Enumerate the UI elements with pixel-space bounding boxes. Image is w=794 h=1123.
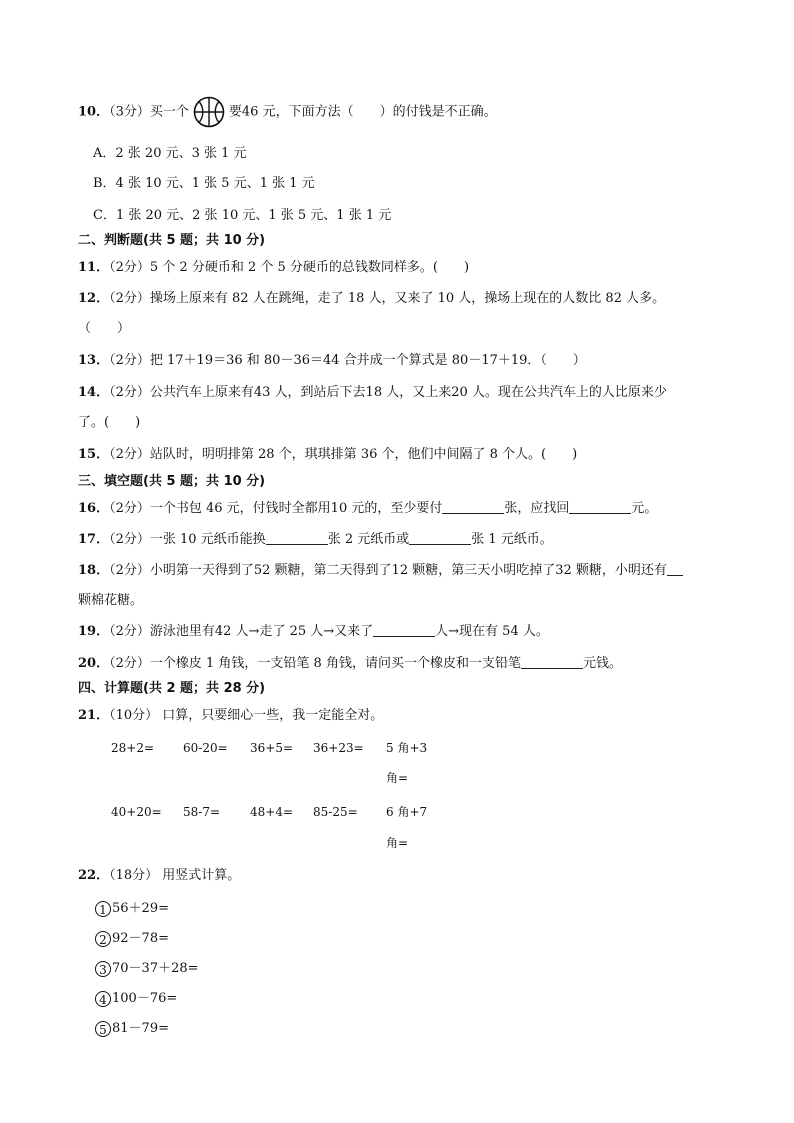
vertical-calc-item <box>95 990 177 1008</box>
question-20 <box>78 654 622 673</box>
oral-calc-item: 60-20= <box>183 741 228 755</box>
question-score: （2分） <box>109 260 150 275</box>
oral-calc-item: 28+2= <box>111 741 155 755</box>
question-13 <box>78 352 586 370</box>
question-14 <box>78 384 667 402</box>
question-score: （2分） <box>109 532 150 547</box>
question-17 <box>78 530 553 549</box>
question-text: 张，应找回 <box>504 501 570 516</box>
vertical-calc-item <box>95 1020 169 1038</box>
answer-blank[interactable] <box>521 654 583 669</box>
oral-calc-item: 48+4= <box>250 805 294 819</box>
oral-calc-item: 36+23= <box>313 741 364 755</box>
section-heading: 三、填空题(共 5 题；共 10 分) <box>78 474 266 489</box>
option-a: A．2 张 20 元、3 张 1 元 <box>93 146 247 161</box>
question-score: （2分） <box>109 291 150 306</box>
question-text: 要46 元，下面方法（ ）的付钱是不正确。 <box>228 104 497 120</box>
question-number: 13． <box>78 353 110 368</box>
answer-blank[interactable] <box>667 561 683 576</box>
question-text: 公共汽车上原来有43 人，到站后下去18 人，又上来20 人。现在公共汽车上的人比原来少 <box>149 385 667 400</box>
question-text: 一个书包 46 元，付钱时全都用10 元的，至少要付 <box>149 501 443 516</box>
question-18 <box>78 561 683 580</box>
question-12 <box>78 290 665 308</box>
circled-number: 5 <box>95 1021 111 1037</box>
question-text: 张 2 元纸币或 <box>327 532 410 547</box>
vertical-calc-item <box>95 960 199 978</box>
question-score: （2分） <box>109 563 150 578</box>
question-number: 22． <box>78 868 110 883</box>
vertical-calc-item <box>95 930 169 948</box>
answer-blank[interactable] <box>569 499 631 514</box>
question-number: 17． <box>78 532 110 547</box>
question-text: 一张 10 元纸币能换 <box>149 532 266 547</box>
question-text: 买一个 <box>149 104 189 120</box>
question-number: 16． <box>78 501 110 516</box>
question-score: （2分） <box>109 447 150 462</box>
answer-blank[interactable] <box>266 530 328 545</box>
oral-calc-item: 36+5= <box>250 741 294 755</box>
question-score: （18分） <box>109 868 159 883</box>
calc-expression: 100－76= <box>112 991 178 1006</box>
question-score: （10分） <box>109 708 159 723</box>
oral-calc-item: 58-7= <box>183 805 221 819</box>
question-18-continued: 颗棉花糖。 <box>78 593 144 608</box>
circled-number: 4 <box>95 991 111 1007</box>
question-number: 18． <box>78 563 110 578</box>
vertical-calc-item <box>95 900 169 918</box>
oral-calc-item-continued: 角= <box>386 836 409 850</box>
question-score: （3分） <box>109 104 150 120</box>
section-heading: 二、判断题(共 5 题；共 10 分) <box>78 233 266 248</box>
oral-calc-item: 85-25= <box>313 805 358 819</box>
question-score: （2分） <box>109 385 150 400</box>
question-text: 用竖式计算。 <box>158 868 241 883</box>
calc-expression: 81－79= <box>112 1021 169 1036</box>
question-number: 12． <box>78 291 110 306</box>
circled-number: 2 <box>95 931 111 947</box>
option-c: C．1 张 20 元、2 张 10 元、1 张 5 元、1 张 1 元 <box>93 208 392 223</box>
question-text: 游泳池里有42 人→走了 25 人→又来了 <box>149 624 374 639</box>
question-score: （2分） <box>109 656 150 671</box>
question-number: 10． <box>78 104 110 120</box>
question-text: 张 1 元纸币。 <box>471 532 553 547</box>
question-score: （2分） <box>109 501 150 516</box>
question-text: 操场上原来有 82 人在跳绳，走了 18 人，又来了 10 人，操场上现在的人数比 82 人多。 <box>149 291 666 306</box>
answer-blank[interactable] <box>373 622 435 637</box>
question-21 <box>78 707 383 725</box>
section-heading: 四、计算题(共 2 题；共 28 分) <box>78 681 266 696</box>
question-text: 5 个 2 分硬币和 2 个 5 分硬币的总钱数同样多。( ) <box>149 260 470 275</box>
answer-blank[interactable] <box>442 499 504 514</box>
answer-parentheses: （ ） <box>78 321 131 336</box>
question-22 <box>78 867 240 885</box>
oral-calc-item-continued: 角= <box>386 771 409 785</box>
question-number: 11． <box>78 260 110 275</box>
question-text: 小明第一天得到了52 颗糖，第二天得到了12 颗糖，第三天小明吃掉了32 颗糖，小明还有 <box>149 563 667 578</box>
circled-number: 1 <box>95 901 111 917</box>
question-text: 口算，只要细心一些，我一定能全对。 <box>158 708 384 723</box>
question-14-continued: 了。( ) <box>78 415 141 430</box>
question-text: 把 17＋19＝36 和 80－36＝44 合并成一个算式是 80－17＋19．（ ） <box>149 353 586 368</box>
oral-calc-item: 40+20= <box>111 805 162 819</box>
oral-calc-item: 5 角+3 <box>386 741 428 755</box>
calc-expression: 70－37＋28= <box>112 961 199 976</box>
question-10 <box>78 96 497 128</box>
calc-expression: 56＋29= <box>112 901 169 916</box>
oral-calc-item: 6 角+7 <box>386 805 428 819</box>
circled-number: 3 <box>95 961 111 977</box>
question-text: 人→现在有 54 人。 <box>435 624 549 639</box>
question-number: 20． <box>78 656 110 671</box>
option-b: B．4 张 10 元、1 张 5 元、1 张 1 元 <box>93 176 315 191</box>
basketball-icon <box>193 96 225 128</box>
question-score: （2分） <box>109 353 150 368</box>
answer-blank[interactable] <box>409 530 471 545</box>
question-number: 19． <box>78 624 110 639</box>
question-11 <box>78 259 469 277</box>
question-16 <box>78 499 657 518</box>
question-19 <box>78 622 549 641</box>
question-text: 元。 <box>631 501 658 516</box>
question-score: （2分） <box>109 624 150 639</box>
question-number: 15． <box>78 447 110 462</box>
question-number: 21． <box>78 708 110 723</box>
calc-expression: 92－78= <box>112 931 169 946</box>
question-text: 元钱。 <box>582 656 622 671</box>
question-15 <box>78 446 577 464</box>
question-text: 站队时，明明排第 28 个，琪琪排第 36 个，他们中间隔了 8 个人。( ) <box>149 447 578 462</box>
question-number: 14． <box>78 385 110 400</box>
question-text: 一个橡皮 1 角钱，一支铅笔 8 角钱，请问买一个橡皮和一支铅笔 <box>149 656 521 671</box>
